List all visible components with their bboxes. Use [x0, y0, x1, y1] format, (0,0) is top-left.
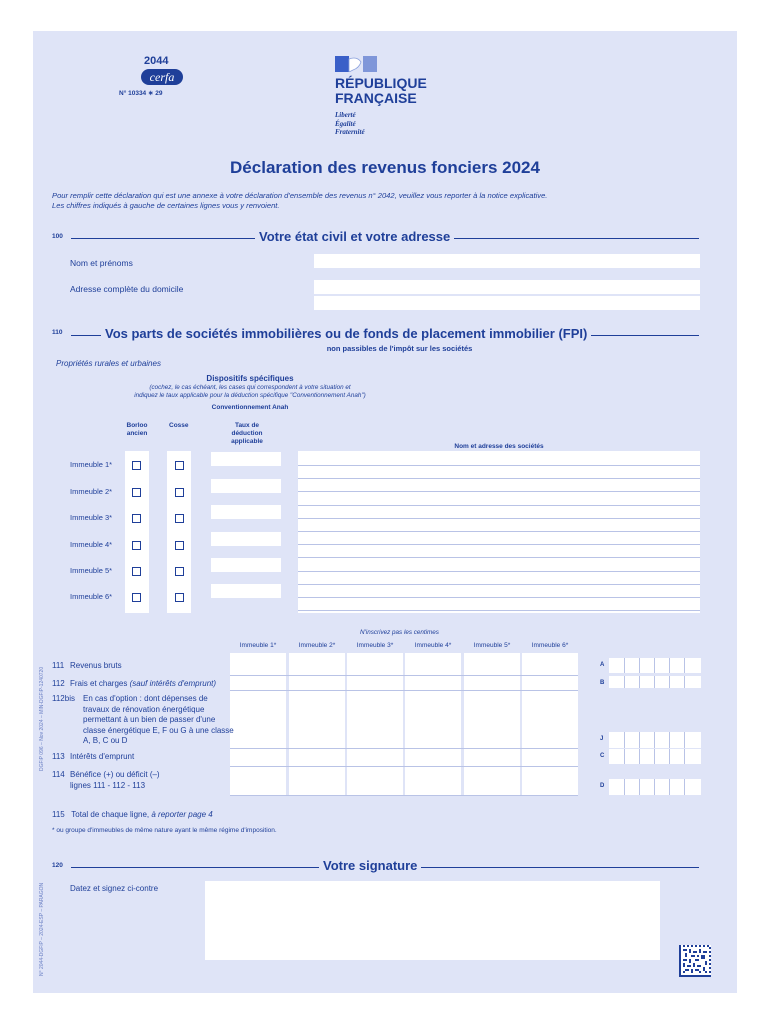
col-borloo-line1: Borloo	[126, 422, 148, 429]
immeuble-1-label: Immeuble 1*	[70, 460, 113, 469]
col-borloo-line2: ancien	[126, 430, 148, 437]
row-111-total-field[interactable]	[609, 658, 701, 673]
row-112bis-label-line: permettant à un bien de passer d'une	[83, 715, 216, 724]
digit-separator	[639, 658, 640, 673]
taux-field-3[interactable]	[211, 505, 281, 519]
digit-separator	[654, 749, 655, 764]
col-borloo-header	[125, 422, 149, 438]
side-text-2: N° 2044-DGFiP – 2024-ESP – PARAGON	[39, 882, 45, 976]
table-col-header-2: Immeuble 2*	[298, 642, 336, 649]
digit-separator	[669, 779, 670, 795]
footnote: * ou groupe d'immeubles de même nature ayant le même régime d'imposition.	[52, 827, 277, 834]
form-page	[33, 31, 737, 993]
col-societes-header: Nom et adresse des sociétés	[454, 443, 544, 450]
section-120-title: Votre signature	[319, 858, 421, 873]
digit-separator	[624, 779, 625, 795]
table-col-header-1: Immeuble 1*	[239, 642, 277, 649]
societes-area[interactable]	[298, 451, 700, 613]
taux-field-1[interactable]	[211, 452, 281, 466]
borloo-checkbox-5[interactable]	[132, 567, 141, 576]
cerfa-logo: cerfa	[141, 69, 183, 85]
digit-separator	[669, 732, 670, 748]
row-112bis-label-line: En cas d'option : dont dépenses de	[83, 694, 208, 703]
digit-separator	[684, 749, 685, 764]
col-cosse-header: Cosse	[169, 422, 189, 429]
row-112-label-italic: (sauf intérêts d'emprunt)	[129, 679, 217, 688]
digit-separator	[624, 749, 625, 764]
row-112bis-label	[83, 694, 234, 747]
borloo-checkbox-1[interactable]	[132, 461, 141, 470]
republic-name-line2: FRANÇAISE	[335, 90, 417, 106]
signature-field[interactable]	[205, 881, 660, 960]
taux-field-6[interactable]	[211, 584, 281, 598]
row-112-number: 112	[52, 679, 65, 688]
marianne-logo-icon	[335, 56, 377, 72]
row-112-letter: B	[600, 680, 605, 686]
form-number: 2044	[144, 55, 169, 67]
cosse-column	[167, 451, 191, 613]
digit-separator	[654, 779, 655, 795]
col-taux-line2: déduction	[231, 430, 263, 437]
table-row-separator	[230, 675, 578, 676]
digit-separator	[684, 658, 685, 673]
borloo-checkbox-4[interactable]	[132, 541, 141, 550]
page-title: Déclaration des revenus fonciers 2024	[230, 158, 540, 177]
row-111-label-text: Revenus bruts	[70, 661, 122, 670]
properties-label: Propriétés rurales et urbaines	[56, 359, 161, 368]
societes-line	[298, 518, 700, 519]
row-113-label	[70, 752, 134, 763]
immeuble-5-label: Immeuble 5*	[70, 566, 113, 575]
cosse-checkbox-2[interactable]	[175, 488, 184, 497]
digit-separator	[684, 676, 685, 688]
societes-line	[298, 505, 700, 506]
row-112bis-number: 112bis	[52, 694, 75, 703]
row-113-letter: C	[600, 753, 605, 759]
row-114-label	[70, 770, 160, 791]
societes-line	[298, 584, 700, 585]
row-112bis-label-line: A, B, C ou D	[83, 736, 128, 745]
total-label: Total de chaque ligne,	[71, 810, 150, 819]
borloo-checkbox-2[interactable]	[132, 488, 141, 497]
digit-separator	[669, 658, 670, 673]
societes-line	[298, 597, 700, 598]
societes-line	[298, 544, 700, 545]
address-label: Adresse complète du domicile	[70, 284, 184, 294]
total-italic: à reporter page 4	[151, 810, 213, 819]
col-taux-line1: Taux de	[234, 422, 260, 429]
immeuble-4-label: Immeuble 4*	[70, 540, 113, 549]
digit-separator	[654, 676, 655, 688]
cosse-checkbox-4[interactable]	[175, 541, 184, 550]
intro-line-2: Les chiffres indiqués à gauche de certaines lignes vous y renvoient.	[52, 201, 280, 210]
table-row-separator	[230, 748, 578, 749]
row-112-total-field[interactable]	[609, 676, 701, 688]
immeuble-3-label: Immeuble 3*	[70, 513, 113, 522]
row-112bis-letter: J	[600, 736, 604, 742]
row-113-total-field[interactable]	[609, 749, 701, 764]
row-111-number: 111	[52, 661, 65, 670]
centimes-note: N'inscrivez pas les centimes	[360, 629, 439, 636]
republic-motto	[335, 111, 365, 137]
societes-line	[298, 557, 700, 558]
dispositifs-title: Dispositifs spécifiques	[206, 374, 294, 383]
societes-line	[298, 465, 700, 466]
row-114-total-field[interactable]	[609, 779, 701, 795]
taux-field-5[interactable]	[211, 558, 281, 572]
digit-separator	[639, 749, 640, 764]
table-col-header-5: Immeuble 5*	[473, 642, 511, 649]
row-114-number: 114	[52, 770, 65, 779]
cosse-checkbox-1[interactable]	[175, 461, 184, 470]
motto-egalite: Égalité	[335, 119, 356, 128]
section-110-subtitle: non passibles de l'impôt sur les sociétés	[326, 344, 473, 353]
digit-separator	[654, 658, 655, 673]
cosse-checkbox-3[interactable]	[175, 514, 184, 523]
intro-line-1: Pour remplir cette déclaration qui est une annexe à votre déclaration d'ensemble des revenus n° 2042, veuillez vous reporter à la notice explicative.	[52, 191, 548, 200]
row-112bis-label-line: classe énergétique E, F ou G à une classe	[83, 725, 234, 735]
cerfa-number: N° 10334 ∗ 29	[119, 90, 163, 97]
table-col-header-4: Immeuble 4*	[414, 642, 452, 649]
row-113-number: 113	[52, 752, 65, 761]
table-col-header-3: Immeuble 3*	[356, 642, 394, 649]
address-field-line2[interactable]	[314, 296, 700, 310]
section-110-title: Vos parts de sociétés immobilières ou de fonds de placement immobilier (FPI)	[101, 326, 591, 341]
digit-separator	[624, 732, 625, 748]
cosse-checkbox-5[interactable]	[175, 567, 184, 576]
cosse-checkbox-6[interactable]	[175, 593, 184, 602]
digit-separator	[684, 779, 685, 795]
societes-line	[298, 571, 700, 572]
digit-separator	[684, 732, 685, 748]
name-label: Nom et prénoms	[70, 258, 133, 268]
row-114-label-line: lignes 111 - 112 - 113	[70, 780, 146, 790]
digit-separator	[624, 658, 625, 673]
dispositifs-note-2: indiquez le taux applicable pour la déduction spécifique "Conventionnement Anah")	[134, 392, 366, 399]
table-row-separator	[230, 690, 578, 691]
motto-fraternite: Fraternité	[335, 128, 365, 136]
total-num: 115	[52, 810, 65, 819]
societes-line	[298, 491, 700, 492]
borloo-column	[125, 451, 149, 613]
societes-line	[298, 531, 700, 532]
datamatrix-barcode-icon	[679, 945, 711, 977]
name-field[interactable]	[314, 254, 700, 268]
col-taux-header	[212, 422, 282, 446]
row-112-label-text: Frais et charges	[70, 679, 128, 688]
total-column	[609, 653, 701, 795]
digit-separator	[639, 732, 640, 748]
taux-field-4[interactable]	[211, 532, 281, 546]
immeuble-6-label: Immeuble 6*	[70, 592, 113, 601]
societes-line	[298, 610, 700, 611]
row-114-label-line: Bénéfice (+) ou déficit (–)	[70, 770, 160, 779]
row-114-letter: D	[600, 783, 605, 789]
digit-separator	[639, 779, 640, 795]
row-112-label	[70, 679, 216, 690]
digit-separator	[669, 749, 670, 764]
table-row-separator	[230, 766, 578, 767]
table-col-header-6: Immeuble 6*	[531, 642, 569, 649]
digit-separator	[624, 676, 625, 688]
sign-label: Datez et signez ci-contre	[70, 884, 159, 893]
republic-name-line1: RÉPUBLIQUE	[335, 75, 427, 91]
dispositifs-note-1: (cochez, le cas échéant, les cases qui correspondent à votre situation et	[149, 384, 351, 391]
societes-line	[298, 478, 700, 479]
anah-label: Conventionnement Anah	[211, 404, 289, 411]
row-111-label	[70, 661, 122, 672]
immeuble-2-label: Immeuble 2*	[70, 487, 113, 496]
side-text-1: DGFiP 096 – Nov 2024 – MIN-DGFiP-1240720	[39, 666, 45, 771]
borloo-checkbox-6[interactable]	[132, 593, 141, 602]
motto-liberte: Liberté	[335, 111, 356, 119]
digit-separator	[639, 676, 640, 688]
digit-separator	[669, 676, 670, 688]
table-row-separator	[230, 795, 578, 796]
section-120-number: 120	[52, 862, 63, 869]
taux-field-2[interactable]	[211, 479, 281, 493]
row-112bis-label-line: travaux de rénovation énergétique	[83, 704, 205, 714]
row-113-label-text: Intérêts d'emprunt	[70, 752, 135, 761]
row-111-letter: A	[600, 662, 605, 668]
borloo-checkbox-3[interactable]	[132, 514, 141, 523]
address-field-line1[interactable]	[314, 280, 700, 294]
total-row	[52, 810, 213, 819]
intro-text	[52, 191, 547, 211]
section-100-title: Votre état civil et votre adresse	[255, 229, 454, 244]
section-110-number: 110	[52, 329, 63, 336]
row-112bis-total-field[interactable]	[609, 732, 701, 748]
digit-separator	[654, 732, 655, 748]
section-100-number: 100	[52, 233, 63, 240]
col-taux-line3: applicable	[231, 438, 263, 445]
